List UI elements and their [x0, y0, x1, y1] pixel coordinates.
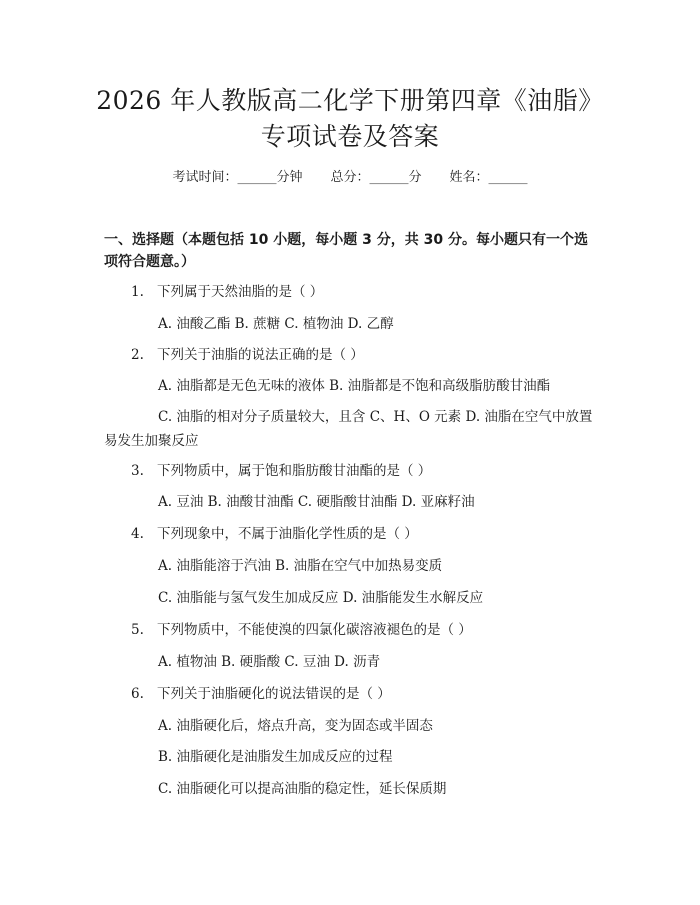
question-text: 下列现象中，不属于油脂化学性质的是（ ）	[157, 526, 418, 542]
question-number: 3.	[131, 463, 144, 479]
section-heading: 一、选择题（本题包括 10 小题，每小题 3 分，共 30 分。每小题只有一个选项符合题意。）	[104, 232, 588, 270]
exam-title-line2: 专项试卷及答案	[260, 122, 440, 151]
exam-time-field: 考试时间：______分钟	[172, 170, 303, 185]
question-6-option-c: C. 油脂硬化可以提高油脂的稳定性，延长保质期	[158, 781, 447, 797]
question-2-options-ab: A. 油脂都是无色无味的液体 B. 油脂都是不饱和高级脂肪酸甘油酯	[158, 378, 551, 394]
question-number: 1.	[131, 284, 144, 300]
question-6-option-b: B. 油脂硬化是油脂发生加成反应的过程	[158, 749, 393, 765]
question-text: 下列属于天然油脂的是（ ）	[157, 284, 324, 300]
question-number: 6.	[131, 686, 144, 702]
question-2-options-cd: C. 油脂的相对分子质量较大，且含 C、H、O 元素 D. 油脂在空气中放置易发生加聚反应	[104, 409, 593, 449]
question-1-options: A. 油酸乙酯 B. 蔗糖 C. 植物油 D. 乙醇	[158, 316, 394, 332]
exam-info-row	[0, 168, 700, 188]
question-number: 2.	[131, 347, 144, 363]
exam-name-field: 姓名：______	[449, 170, 528, 185]
question-number: 5.	[131, 622, 144, 638]
question-text: 下列关于油脂硬化的说法错误的是（ ）	[157, 686, 391, 702]
question-text: 下列物质中，属于饱和脂肪酸甘油酯的是（ ）	[157, 463, 432, 479]
exam-title-line1: 2026 年人教版高二化学下册第四章《油脂》	[96, 86, 604, 115]
question-text: 下列关于油脂的说法正确的是（ ）	[157, 347, 364, 363]
question-text: 下列物质中，不能使溴的四氯化碳溶液褪色的是（ ）	[157, 622, 472, 638]
question-5-options: A. 植物油 B. 硬脂酸 C. 豆油 D. 沥青	[158, 654, 381, 670]
question-4-options-ab: A. 油脂能溶于汽油 B. 油脂在空气中加热易变质	[158, 558, 443, 574]
question-number: 4.	[131, 526, 144, 542]
question-3-options: A. 豆油 B. 油酸甘油酯 C. 硬脂酸甘油酯 D. 亚麻籽油	[158, 494, 475, 510]
exam-score-field: 总分：______分	[330, 170, 422, 185]
question-6-option-a: A. 油脂硬化后，熔点升高，变为固态或半固态	[158, 718, 433, 734]
question-4-options-cd: C. 油脂能与氢气发生加成反应 D. 油脂能发生水解反应	[158, 590, 484, 606]
